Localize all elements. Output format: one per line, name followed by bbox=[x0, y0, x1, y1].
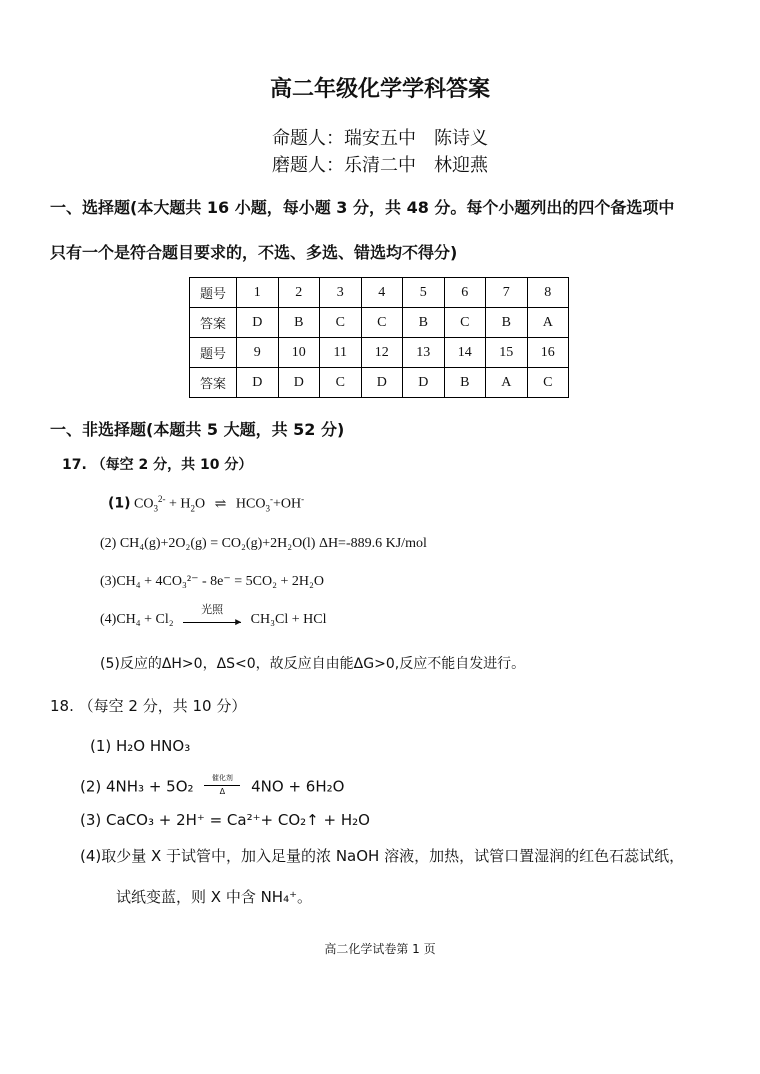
table-cell: C bbox=[320, 308, 362, 338]
table-cell: D bbox=[237, 308, 279, 338]
table-cell: C bbox=[527, 368, 569, 398]
table-cell: C bbox=[444, 308, 486, 338]
table-cell: D bbox=[237, 368, 279, 398]
table-cell: 11 bbox=[320, 338, 362, 368]
table-cell: D bbox=[361, 368, 403, 398]
table-cell: A bbox=[486, 368, 528, 398]
q17-answer-1-oh: +OH bbox=[272, 496, 302, 512]
subscript: 3 bbox=[153, 503, 158, 514]
table-cell: D bbox=[403, 368, 445, 398]
q17-answer-1-plus: + H bbox=[165, 496, 191, 512]
catalyst-label: 催化剂 bbox=[211, 774, 233, 782]
table-cell: B bbox=[278, 308, 320, 338]
superscript: - bbox=[301, 494, 305, 504]
table-cell: B bbox=[444, 368, 486, 398]
table-cell: B bbox=[486, 308, 528, 338]
table-cell: 9 bbox=[237, 338, 279, 368]
q18-answer-4-line1: (4)取少量 X 于试管中，加入足量的浓 NaOH 溶液，加热，试管口置湿润的红色石蕊试纸， bbox=[80, 847, 685, 865]
section2-heading: 一、非选择题(本题共 5 大题，共 52 分) bbox=[50, 420, 345, 439]
q17-answer-4-reactants: (4)CH₄ + Cl₂ bbox=[100, 612, 174, 627]
table-row bbox=[190, 278, 569, 308]
reaction-arrow-icon: 光照 ► bbox=[183, 613, 241, 627]
table-cell: 5 bbox=[403, 278, 445, 308]
table-row bbox=[190, 308, 569, 338]
section1-heading-line1: 一、选择题(本大题共 16 小题，每小题 3 分，共 48 分。每个小题列出的四个备选项中 bbox=[50, 198, 675, 217]
table-cell: 15 bbox=[486, 338, 528, 368]
superscript: 2- bbox=[158, 494, 166, 504]
q17-answer-1-o: O bbox=[195, 496, 206, 512]
q17-answer-4 bbox=[100, 603, 327, 628]
q17-answer-1-num: (1) bbox=[108, 495, 131, 512]
table-cell: 10 bbox=[278, 338, 320, 368]
q18-heading: 18. （每空 2 分，共 10 分） bbox=[50, 697, 247, 715]
reaction-condition: 光照 bbox=[201, 603, 224, 616]
reviewer-line: 磨题人：乐清二中 林迎燕 bbox=[272, 155, 488, 176]
table-cell: C bbox=[361, 308, 403, 338]
answer-table bbox=[189, 277, 569, 398]
q18-answer-3: (3) CaCO₃ + 2H⁺ = Ca²⁺+ CO₂↑ + H₂O bbox=[80, 811, 370, 829]
table-cell: 7 bbox=[486, 278, 528, 308]
table-cell: 13 bbox=[403, 338, 445, 368]
table-cell: 1 bbox=[237, 278, 279, 308]
table-cell-label: 答案 bbox=[190, 308, 237, 338]
q18-answer-2-reactants: (2) 4NH₃ + 5O₂ bbox=[80, 777, 194, 796]
q17-answer-4-products: CH₃Cl + HCl bbox=[250, 612, 327, 627]
table-cell: D bbox=[278, 368, 320, 398]
section1-heading-line2: 只有一个是符合题目要求的，不选、多选、错选均不得分) bbox=[50, 243, 458, 262]
table-cell: 12 bbox=[361, 338, 403, 368]
page-title: 高二年级化学学科答案 bbox=[269, 77, 490, 102]
q17-heading: 17. （每空 2 分，共 10 分） bbox=[62, 457, 253, 473]
q17-answer-2: (2) CH₄(g)+2O₂(g) = CO₂(g)+2H₂O(l) ΔH=-889.6 KJ/mol bbox=[100, 536, 427, 551]
setter-line: 命题人：瑞安五中 陈诗义 bbox=[272, 128, 488, 149]
table-cell-label: 答案 bbox=[190, 368, 237, 398]
q18-answer-2 bbox=[80, 775, 344, 799]
q18-answer-1: (1) H₂O HNO₃ bbox=[90, 737, 191, 755]
q18-answer-2-products: 4NO + 6H₂O bbox=[251, 777, 345, 796]
table-cell: 16 bbox=[527, 338, 569, 368]
q17-answer-1-co3: CO bbox=[134, 496, 154, 512]
subscript: 2 bbox=[190, 503, 196, 514]
superscript: - bbox=[269, 494, 273, 504]
table-cell-label: 题号 bbox=[190, 278, 237, 308]
table-cell: 3 bbox=[320, 278, 362, 308]
table-cell: A bbox=[527, 308, 569, 338]
q17-answer-1 bbox=[108, 494, 304, 513]
table-row bbox=[190, 368, 569, 398]
q17-answer-1-hco3: HCO bbox=[235, 496, 266, 512]
table-row bbox=[190, 338, 569, 368]
table-cell: B bbox=[403, 308, 445, 338]
table-cell: 6 bbox=[444, 278, 486, 308]
heat-label: Δ bbox=[219, 787, 226, 796]
table-cell-label: 题号 bbox=[190, 338, 237, 368]
subscript: 3 bbox=[265, 503, 270, 514]
page-footer: 高二化学试卷第 1 页 bbox=[324, 942, 436, 956]
table-cell: 2 bbox=[278, 278, 320, 308]
q18-answer-4-line2: 试纸变蓝，则 X 中含 NH₄⁺。 bbox=[116, 888, 313, 906]
q17-answer-3: (3)CH₄ + 4CO₃²⁻ - 8e⁻ = 5CO₂ + 2H₂O bbox=[100, 574, 324, 589]
table-cell: C bbox=[320, 368, 362, 398]
table-cell: 14 bbox=[444, 338, 486, 368]
table-cell: 4 bbox=[361, 278, 403, 308]
equilibrium-arrow-icon: ⇌ bbox=[214, 496, 227, 512]
q17-answer-5: (5)反应的ΔH>0，ΔS<0，故反应自由能ΔG>0,反应不能自发进行。 bbox=[100, 656, 526, 672]
table-cell: 8 bbox=[527, 278, 569, 308]
catalyst-arrow-icon bbox=[204, 775, 240, 799]
